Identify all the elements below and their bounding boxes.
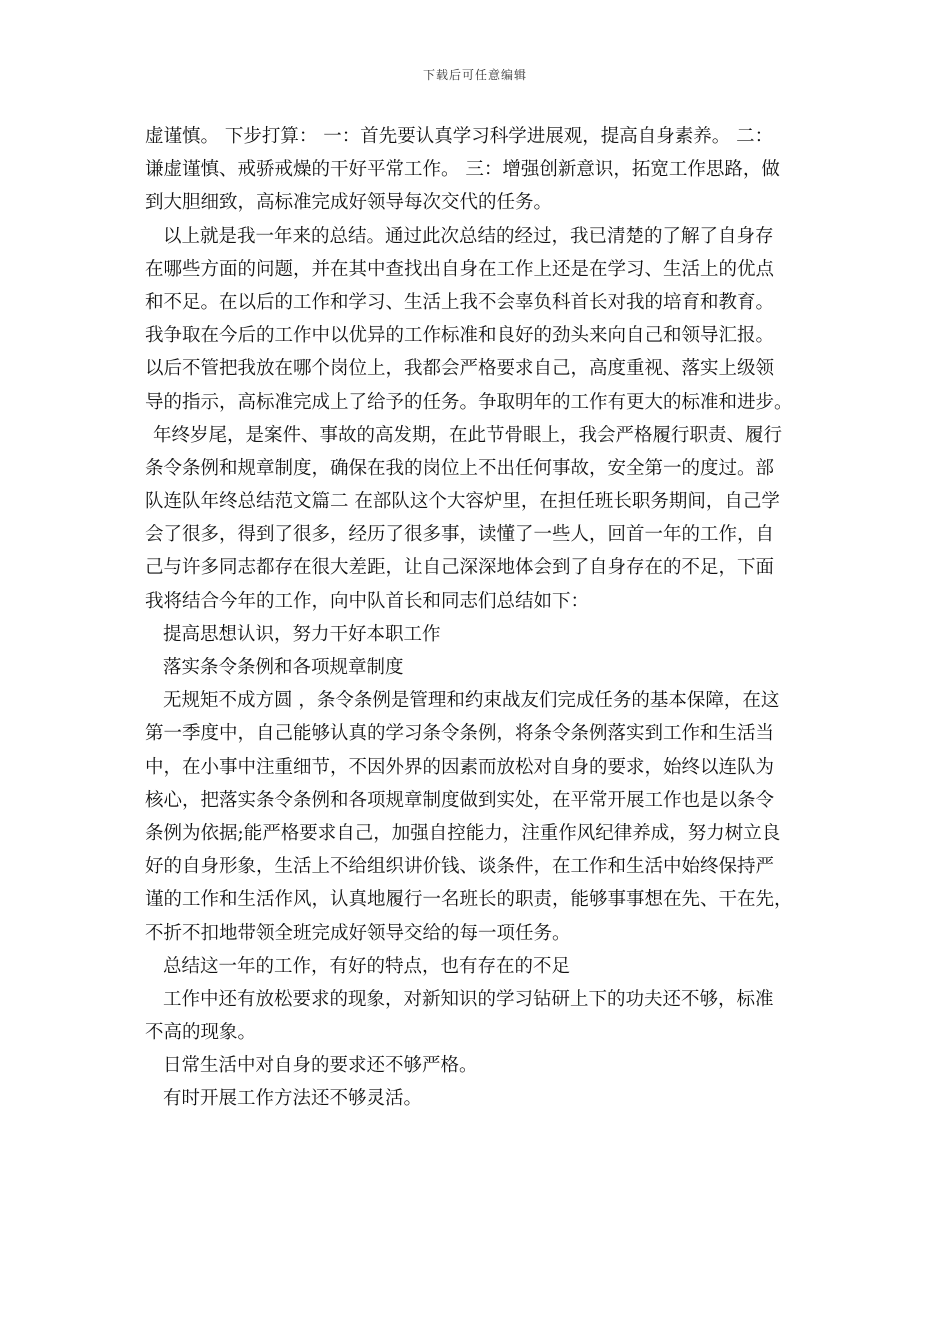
text-line: 导的指示，高标准完成上了给予的任务。争取明年的工作有更大的标准和进步。 [145, 391, 793, 413]
text-line: 会了很多，得到了很多，经历了很多事，读懂了一些人，回首一年的工作，自 [145, 524, 775, 546]
text-line: 以后不管把我放在哪个岗位上，我都会严格要求自己，高度重视、落实上级领 [145, 358, 775, 380]
text-line: 条令条例和规章制度，确保在我的岗位上不出任何事故，安全第一的度过。部 [145, 457, 775, 479]
text-line: 日常生活中对自身的要求还不够严格。 [163, 1055, 478, 1077]
text-line: 核心，把落实条令条例和各项规章制度做到实处，在平常开展工作也是以条令 [145, 789, 775, 811]
text-line: 中，在小事中注重细节，不因外界的因素而放松对自身的要求，始终以连队为 [145, 756, 775, 778]
text-line: 年终岁尾，是案件、事故的高发期，在此节骨眼上，我会严格履行职责、履行 [153, 424, 783, 446]
text-line: 不折不扣地带领全班完成好领导交给的每一项任务。 [145, 922, 571, 944]
text-line: 谨的工作和生活作风，认真地履行一名班长的职责，能够事事想在先、干在先， [145, 889, 793, 911]
text-line: 在哪些方面的问题，并在其中查找出自身在工作上还是在学习、生活上的优点 [145, 258, 775, 280]
page-header: 下载后可任意编辑 [422, 68, 527, 82]
text-line: 总结这一年的工作，有好的特点，也有存在的不足 [163, 955, 571, 977]
text-line: 虚谨慎。 下步打算： 一：首先要认真学习科学进展观，提高自身素养。 二： [145, 126, 774, 147]
text-line: 我争取在今后的工作中以优异的工作标准和良好的劲头来向自己和领导汇报。 [145, 325, 775, 347]
text-line: 不高的现象。 [145, 1022, 257, 1044]
text-line: 条例为依据;能严格要求自己，加强自控能力，注重作风纪律养成，努力树立良 [145, 822, 781, 844]
text-line: 好的自身形象，生活上不给组织讲价钱、谈条件，在工作和生活中始终保持严 [145, 856, 775, 878]
text-line: 有时开展工作方法还不够灵活。 [163, 1088, 423, 1110]
text-line: 提高思想认识，努力干好本职工作 [163, 623, 441, 645]
text-line: 落实条令条例和各项规章制度 [163, 657, 404, 678]
text-line: 工作中还有放松要求的现象，对新知识的学习钻研上下的功夫还不够，标准 [163, 988, 774, 1010]
text-line: 无规矩不成方圆 ，条令条例是管理和约束战友们完成任务的基本保障，在这 [163, 690, 780, 712]
text-line: 谦虚谨慎、戒骄戒燥的干好平常工作。 三：增强创新意识，拓宽工作思路，做 [145, 159, 780, 181]
text-line: 队连队年终总结范文篇二 在部队这个大容炉里，在担任班长职务期间，自己学 [145, 491, 780, 513]
body-text [145, 120, 817, 1116]
text-line: 以上就是我一年来的总结。通过此次总结的经过，我已清楚的了解了自身存 [163, 225, 774, 247]
text-line: 到大胆细致，高标准完成好领导每次交代的任务。 [145, 192, 553, 214]
text-line: 我将结合今年的工作，向中队首长和同志们总结如下： [145, 590, 590, 612]
text-line: 第一季度中，自己能够认真的学习条令条例，将条令条例落实到工作和生活当 [145, 723, 775, 745]
text-line: 己与许多同志都存在很大差距，让自己深深地体会到了自身存在的不足，下面 [145, 557, 775, 579]
text-line: 和不足。在以后的工作和学习、生活上我不会辜负科首长对我的培育和教育。 [145, 291, 775, 313]
